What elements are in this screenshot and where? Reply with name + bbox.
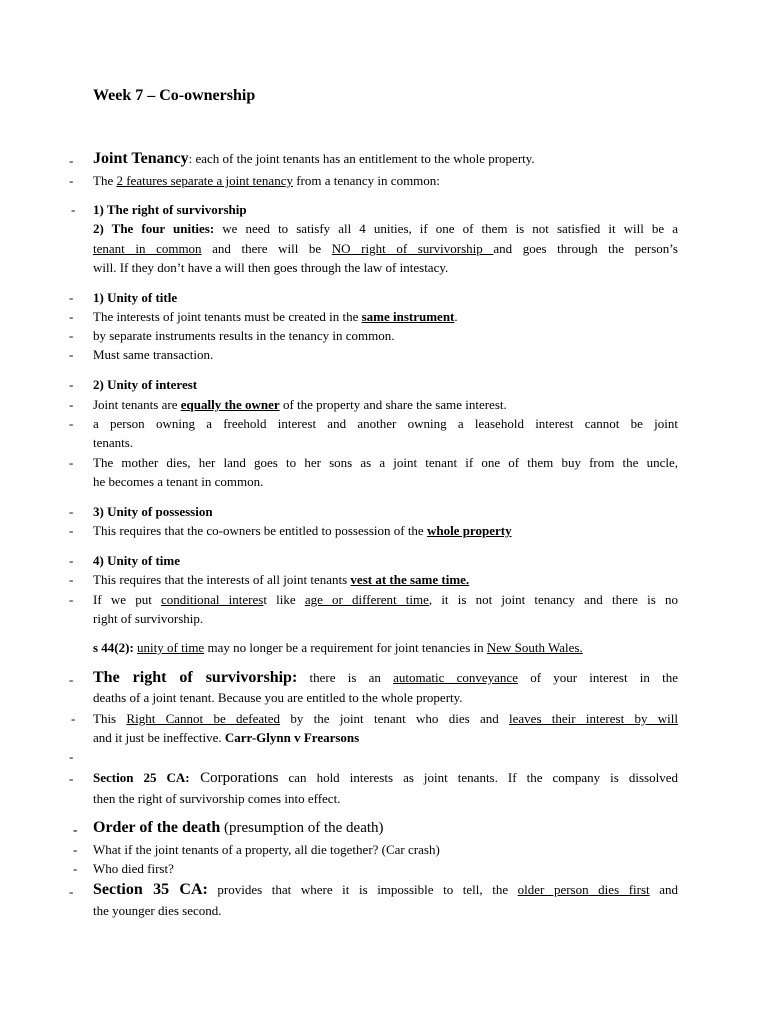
whole-property-underlined: whole property <box>426 523 512 538</box>
four-unities-heading: 2) The four unities: <box>93 221 215 236</box>
order-of-death-line <box>93 818 678 838</box>
bullet-dash: - <box>69 523 74 538</box>
joint-tenancy-heading: Joint Tenancy <box>93 150 189 167</box>
section-35-line-1 <box>93 880 678 899</box>
bullet-dash: - <box>69 884 74 899</box>
bullet-dash: - <box>71 202 76 217</box>
unity-of-interest-line-2b: tenants. <box>93 435 134 450</box>
right-text-l2a: This <box>93 711 127 726</box>
automatic-conveyance-underlined: automatic conveyance <box>393 670 518 685</box>
leaves-interest-underlined: leaves their interest by will <box>509 711 678 726</box>
bullet-dash: - <box>69 328 74 343</box>
corporations-text: Corporations <box>189 770 279 786</box>
right-survivorship-line-1 <box>93 668 678 687</box>
tenant-in-common-underlined: tenant in common <box>93 241 202 256</box>
unity-of-time-line-1 <box>93 570 678 589</box>
unity-title-text-c: . <box>454 309 458 324</box>
section-35-text-a: provides that where it is impossible to tell, the <box>207 882 518 897</box>
right-text-l2c: by the joint tenant who dies and <box>280 711 510 726</box>
section-25-line-2: then the right of survivorship comes into effect. <box>93 791 341 806</box>
bullet-dash: - <box>73 861 78 876</box>
unity-of-time-line-2 <box>93 590 678 609</box>
four-unities-line-1 <box>93 219 678 238</box>
order-line-1: What if the joint tenants of a property, all die together? (Car crash) <box>93 842 440 857</box>
time-text-l2a: If we put <box>93 592 161 607</box>
s44-heading: s 44(2): <box>93 640 138 655</box>
unity-of-interest-line-3: The mother dies, her land goes to her sons as a joint tenant if one of them buy from the uncle, <box>93 455 678 470</box>
time-text-l2c: t like <box>263 592 305 607</box>
four-unities-text-d: and goes through the person’s <box>493 241 678 256</box>
bullet-dash: - <box>71 711 76 726</box>
right-text-a: there is an <box>297 670 394 685</box>
bullet-dash: - <box>73 842 78 857</box>
right-survivorship-line-2 <box>93 709 678 728</box>
right-cannot-defeated-underlined: Right Cannot be defeated <box>126 711 281 726</box>
interest-text-c: of the property and share the same interest. <box>279 397 507 412</box>
order-of-death-subtext: (presumption of the death) <box>220 820 384 836</box>
bullet-dash: - <box>69 592 74 607</box>
age-different-time-underlined: age or different time <box>304 592 429 607</box>
bullet-dash: - <box>69 309 74 324</box>
s44-line <box>93 638 678 657</box>
bullet-dash: - <box>69 377 74 392</box>
interest-text-a: Joint tenants are <box>93 397 181 412</box>
four-unities-line-3: will. If they don’t have a will then goes through the law of intestacy. <box>93 260 449 275</box>
bullet-dash: - <box>69 504 74 519</box>
conditional-interest-underlined: conditional interes <box>161 592 264 607</box>
features-line <box>93 171 678 190</box>
joint-tenancy-text: : each of the joint tenants has an entitlement to the whole property. <box>188 151 535 166</box>
right-text-l2e: and it just be ineffective. <box>93 730 225 745</box>
section-25-text: can hold interests as joint tenants. If the company is dissolved <box>278 770 678 785</box>
unity-of-title-heading: 1) Unity of title <box>93 290 178 305</box>
bullet-dash: - <box>69 572 74 587</box>
order-line-2: Who died first? <box>93 861 174 876</box>
bullet-dash: - <box>69 771 74 786</box>
right-text-c: of your interest in the <box>517 670 679 685</box>
four-unities-text-b: and there will be <box>201 241 332 256</box>
unity-of-time-heading: 4) Unity of time <box>93 553 181 568</box>
unity-of-title-line-3: Must same transaction. <box>93 347 214 362</box>
bullet-dash: - <box>69 455 74 470</box>
older-person-underlined: older person dies first <box>517 882 650 897</box>
nsw-underlined: New South Wales. <box>486 640 583 655</box>
s44-text: may no longer be a requirement for joint tenancies in <box>204 640 487 655</box>
unity-of-time-line-2b: right of survivorship. <box>93 611 204 626</box>
equally-owner-underlined: equally the owner <box>180 397 280 412</box>
no-right-underlined: NO right of survivorship <box>331 241 494 256</box>
unity-of-title-line-1 <box>93 307 678 326</box>
possession-text-a: This requires that the co-owners be entitled to possession of the <box>93 523 427 538</box>
right-survivorship-line-1b: deaths of a joint tenant. Because you are entitled to the whole property. <box>93 690 463 705</box>
unity-of-interest-line-1 <box>93 395 678 414</box>
survivorship-heading: 1) The right of survivorship <box>93 202 247 217</box>
bullet-dash: - <box>73 822 78 837</box>
features-underlined: 2 features separate a joint tenancy <box>116 173 293 188</box>
order-of-death-heading: Order of the death <box>93 819 221 836</box>
unity-of-interest-line-3b: he becomes a tenant in common. <box>93 474 264 489</box>
vest-same-time-underlined: vest at the same time. <box>350 572 470 587</box>
joint-tenancy-line <box>93 149 678 168</box>
section-25-heading: Section 25 CA: <box>93 770 190 785</box>
section-35-heading: Section 35 CA: <box>93 881 208 898</box>
bullet-dash: - <box>69 416 74 431</box>
case-citation: Carr-Glynn v Frearsons <box>224 730 360 745</box>
bullet-dash: - <box>69 553 74 568</box>
bullet-dash: - <box>69 173 74 188</box>
section-25-line-1 <box>93 768 678 788</box>
features-text-b: from a tenancy in common: <box>292 173 440 188</box>
right-survivorship-line-2b <box>93 728 678 747</box>
unity-of-time-underlined: unity of time <box>137 640 205 655</box>
section-35-text-c: and <box>649 882 678 897</box>
four-unities-line-2 <box>93 239 678 258</box>
bullet-dash: - <box>69 397 74 412</box>
four-unities-text: we need to satisfy all 4 unities, if one of them is not satisfied it will be a <box>214 221 678 236</box>
unity-of-possession-line-1 <box>93 521 678 540</box>
unity-of-interest-line-2: a person owning a freehold interest and another owning a leasehold interest cannot be joint <box>93 416 678 431</box>
bullet-dash: - <box>69 347 74 362</box>
time-text-l2e: , it is not joint tenancy and there is no <box>428 592 678 607</box>
features-text-a: The <box>93 173 117 188</box>
same-instrument-underlined: same instrument <box>361 309 455 324</box>
bullet-dash: - <box>69 290 74 305</box>
bullet-dash: - <box>69 153 74 168</box>
unity-of-interest-heading: 2) Unity of interest <box>93 377 198 392</box>
right-survivorship-heading: The right of survivorship: <box>93 669 298 686</box>
time-text-a: This requires that the interests of all joint tenants <box>93 572 351 587</box>
unity-title-text-a: The interests of joint tenants must be created in the <box>93 309 362 324</box>
page-title: Week 7 – Co-ownership <box>93 87 256 104</box>
unity-of-title-line-2: by separate instruments results in the tenancy in common. <box>93 328 395 343</box>
bullet-dash: - <box>69 749 74 764</box>
bullet-dash: - <box>69 672 74 687</box>
section-35-line-2: the younger dies second. <box>93 903 222 918</box>
unity-of-possession-heading: 3) Unity of possession <box>93 504 213 519</box>
